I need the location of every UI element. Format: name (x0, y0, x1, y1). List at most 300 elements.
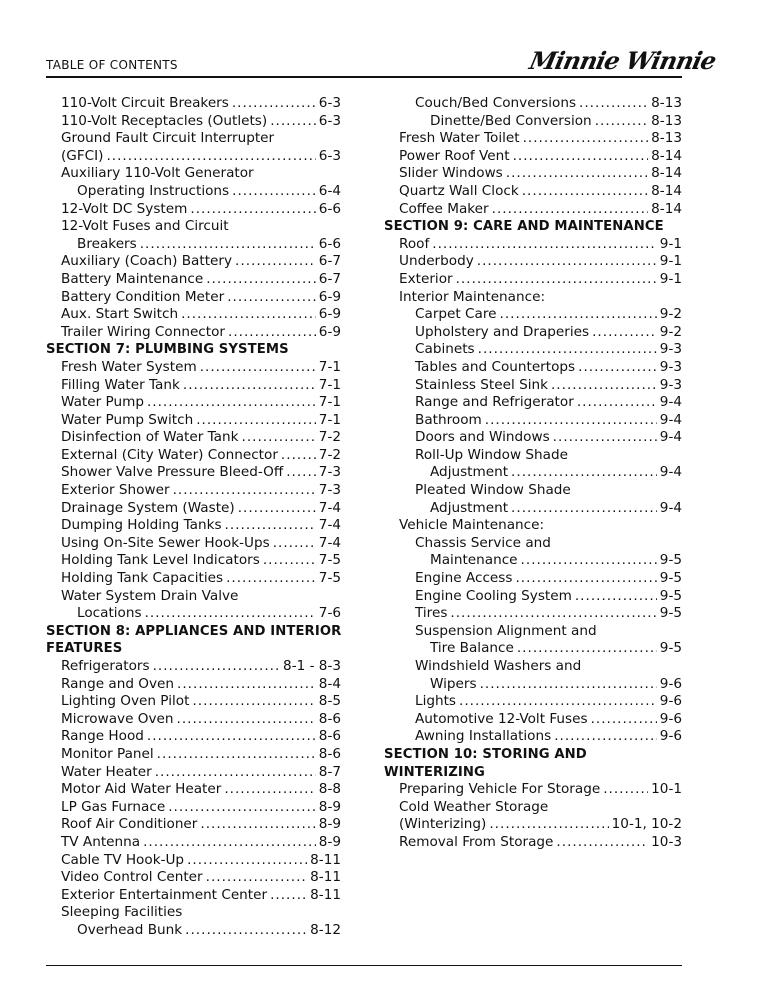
toc-entry-label-line (384, 623, 682, 641)
dot-leader (517, 640, 657, 658)
dot-leader (140, 236, 316, 254)
toc-entry (46, 693, 341, 711)
toc-entry (46, 799, 341, 817)
toc-entry-label: Bathroom (415, 411, 482, 428)
toc-page-number: 8-13 (651, 112, 682, 129)
toc-entry-label: Coffee Maker (399, 200, 489, 217)
toc-entry (46, 289, 341, 307)
toc-entry (46, 271, 341, 289)
dot-leader (551, 377, 657, 395)
toc-entry (46, 482, 341, 500)
dot-leader (592, 324, 657, 342)
toc-entry-label: Water System Drain Valve (61, 587, 239, 604)
toc-page-number: 8-5 (318, 693, 341, 710)
toc-entry-label: Pleated Window Shade (415, 482, 571, 499)
toc-page-number: 6-7 (318, 253, 341, 270)
toc-entry-label: Sleeping Facilities (61, 904, 183, 921)
toc-entry (46, 306, 341, 324)
toc-entry-label: 110-Volt Circuit Breakers (61, 95, 229, 111)
toc-entry (46, 201, 341, 219)
toc-page-number: 7-1 (318, 376, 341, 393)
toc-entry-label: Exterior Shower (61, 482, 170, 499)
toc-page-number: 9-1 (659, 253, 682, 270)
toc-page-number: 9-6 (659, 675, 682, 692)
toc-page-number: 9-2 (659, 323, 682, 340)
toc-entry-label-line (46, 588, 341, 606)
dot-leader (206, 271, 316, 289)
dot-leader (200, 359, 316, 377)
toc-entry-label: TV Antenna (61, 833, 141, 850)
dot-leader (225, 517, 316, 535)
toc-entry-label: Wipers (430, 675, 477, 692)
toc-entry (46, 412, 341, 430)
toc-entry (46, 834, 341, 852)
toc-page-number: 7-2 (318, 446, 341, 463)
toc-entry-label: Power Roof Vent (399, 147, 510, 164)
toc-entry (384, 306, 682, 324)
toc-page-number: 8-9 (318, 816, 341, 833)
toc-entry-label: Interior Maintenance: (399, 288, 546, 305)
toc-page-number: 9-3 (659, 358, 682, 375)
toc-entry-label: Breakers (77, 235, 137, 252)
toc-entry-label: Lights (415, 693, 457, 710)
toc-entry-label-line (384, 289, 682, 307)
dot-leader (577, 394, 657, 412)
toc-section-heading (384, 218, 682, 236)
dot-leader (579, 95, 648, 113)
toc-entry-label: Couch/Bed Conversions (415, 95, 577, 111)
toc-page-number: 7-6 (318, 605, 341, 622)
dot-leader (187, 852, 307, 870)
toc-entry-label: Drainage System (Waste) (61, 499, 235, 516)
toc-entry-label: Fresh Water System (61, 358, 197, 375)
dot-leader (153, 658, 280, 676)
toc-page-number: 9-1 (659, 270, 682, 287)
toc-page-number: 6-7 (318, 270, 341, 287)
toc-page-number: 8-9 (318, 798, 341, 815)
toc-entry (384, 95, 682, 113)
toc-entry-label: Range and Oven (61, 675, 175, 692)
toc-entry (46, 464, 341, 482)
dot-leader (177, 676, 316, 694)
toc-entry (384, 693, 682, 711)
toc-page-number: 8-11 (310, 851, 341, 868)
toc-entry (384, 429, 682, 447)
dot-leader (270, 887, 307, 905)
toc-page-number: 7-5 (318, 552, 341, 569)
toc-entry-label: Operating Instructions (77, 182, 230, 199)
toc-page-number: 6-6 (318, 235, 341, 252)
toc-entry-label: Holding Tank Level Indicators (61, 552, 260, 569)
toc-page-number: 8-6 (318, 728, 341, 745)
toc-page-number: 6-6 (318, 200, 341, 217)
dot-leader (478, 341, 657, 359)
toc-page-number: 6-3 (318, 95, 341, 111)
toc-page-number: 6-3 (318, 112, 341, 129)
toc-page-number: 9-3 (659, 341, 682, 358)
toc-entry-label: Stainless Steel Sink (415, 376, 548, 393)
toc-entry-label: Tire Balance (430, 640, 514, 657)
toc-section-heading (46, 341, 341, 359)
toc-page-number: 6-3 (318, 147, 341, 164)
dot-leader (196, 412, 316, 430)
toc-entry-label: Shower Valve Pressure Bleed-Off (61, 464, 284, 481)
dot-leader (270, 113, 316, 131)
toc-entry (384, 394, 682, 412)
toc-entry (384, 341, 682, 359)
dot-leader (181, 306, 316, 324)
toc-entry-label: Battery Condition Meter (61, 288, 225, 305)
toc-entry (46, 148, 341, 166)
toc-entry-label: Suspension Alignment and (415, 622, 597, 639)
toc-page-number: 7-4 (318, 534, 341, 551)
toc-entry-label-line (384, 447, 682, 465)
toc-entry (384, 412, 682, 430)
toc-entry-label: Preparing Vehicle For Storage (399, 781, 601, 798)
footer-rule (46, 965, 682, 966)
toc-entry-label: Filling Water Tank (61, 376, 180, 393)
dot-leader (238, 500, 316, 518)
dot-leader (575, 588, 657, 606)
toc-section-heading (384, 746, 682, 764)
toc-entry-label: Refrigerators (61, 658, 150, 674)
page-header-title: TABLE OF CONTENTS (46, 58, 178, 72)
toc-page-number: 8-11 (310, 869, 341, 886)
toc-page-number: 7-2 (318, 429, 341, 446)
toc-entry-label-line (46, 130, 341, 148)
toc-page-number: 6-9 (318, 288, 341, 305)
toc-entry (46, 764, 341, 782)
toc-entry-label: Aux. Start Switch (61, 306, 179, 323)
dot-leader (492, 201, 649, 219)
toc-entry-label: Cold Weather Storage (399, 798, 549, 815)
dot-leader (192, 693, 315, 711)
toc-page-number: 9-5 (659, 552, 682, 569)
dot-leader (226, 570, 316, 588)
toc-entry-label-line (384, 535, 682, 553)
toc-column-left (46, 95, 341, 940)
toc-page-number: 9-5 (659, 605, 682, 622)
toc-entry-label: LP Gas Furnace (61, 798, 166, 815)
toc-entry-label: Auxiliary (Coach) Battery (61, 253, 233, 270)
toc-entry-label: SECTION 9: CARE AND MAINTENANCE (384, 219, 664, 235)
toc-entry-label-line (384, 658, 682, 676)
toc-entry-label: WINTERIZING (384, 764, 485, 780)
toc-entry-label: FEATURES (46, 641, 123, 657)
toc-page-number: 9-6 (659, 728, 682, 745)
toc-entry (46, 429, 341, 447)
toc-entry (384, 588, 682, 606)
toc-entry-label-line (384, 517, 682, 535)
brand-logo: Minnie Winnie (526, 46, 719, 75)
toc-entry-label: Monitor Panel (61, 745, 154, 762)
toc-entry (46, 253, 341, 271)
toc-entry-label: Dinette/Bed Conversion (430, 112, 592, 129)
toc-entry-label: Chassis Service and (415, 534, 551, 551)
toc-page-number: 7-1 (318, 411, 341, 428)
toc-entry (46, 658, 341, 676)
dot-leader (235, 253, 316, 271)
toc-page-number: 7-1 (318, 394, 341, 411)
toc-entry (46, 394, 341, 412)
toc-page-number: 8-13 (651, 95, 682, 111)
toc-entry-label: Microwave Oven (61, 710, 174, 727)
toc-page-number: 9-5 (659, 570, 682, 587)
toc-entry-label: Holding Tank Capacities (61, 570, 224, 587)
toc-entry-label: Cabinets (415, 341, 475, 358)
toc-entry (46, 676, 341, 694)
dot-leader (224, 781, 315, 799)
toc-entry (46, 183, 341, 201)
toc-page-number: 9-4 (659, 394, 682, 411)
toc-entry (384, 834, 682, 852)
toc-entry-label: Video Control Center (61, 869, 203, 886)
toc-page-number: 9-5 (659, 587, 682, 604)
toc-section-heading (46, 640, 341, 658)
toc-section-heading (384, 764, 682, 782)
toc-entry-label: 110-Volt Receptacles (Outlets) (61, 112, 268, 129)
toc-entry-label: Doors and Windows (415, 429, 550, 446)
dot-leader (480, 676, 657, 694)
toc-entry-label: Adjustment (430, 464, 509, 481)
toc-page-number: 9-2 (659, 306, 682, 323)
dot-leader (143, 834, 316, 852)
toc-entry (46, 816, 341, 834)
toc-entry (46, 500, 341, 518)
toc-entry-label: (Winterizing) (399, 816, 487, 833)
toc-entry (384, 359, 682, 377)
toc-entry (46, 746, 341, 764)
toc-entry-label: Range and Refrigerator (415, 394, 574, 411)
toc-page-number: 8-11 (310, 886, 341, 903)
toc-page-number: 8-9 (318, 833, 341, 850)
toc-entry-label: Engine Cooling System (415, 587, 572, 604)
toc-entry-label: Vehicle Maintenance: (399, 517, 545, 534)
dot-leader (145, 605, 316, 623)
dot-leader (578, 359, 657, 377)
toc-page-number: 8-14 (651, 200, 682, 217)
dot-leader (489, 816, 608, 834)
toc-page-number: 8-13 (651, 130, 682, 147)
dot-leader (477, 253, 657, 271)
dot-leader (523, 130, 649, 148)
toc-entry-label: 12-Volt DC System (61, 200, 188, 217)
toc-entry (46, 552, 341, 570)
toc-entry-label: Using On-Site Sewer Hook-Ups (61, 534, 270, 551)
toc-page-number: 9-3 (659, 376, 682, 393)
toc-entry-label: Range Hood (61, 728, 144, 745)
dot-leader (263, 552, 316, 570)
toc-section-heading (46, 623, 341, 641)
toc-entry-label: Tires (415, 605, 448, 622)
toc-entry (384, 711, 682, 729)
toc-entry (46, 447, 341, 465)
toc-entry-label: Disinfection of Water Tank (61, 429, 239, 446)
toc-page-number: 7-4 (318, 517, 341, 534)
toc-page-number: 9-5 (659, 640, 682, 657)
toc-entry (46, 570, 341, 588)
toc-page-number: 6-9 (318, 323, 341, 340)
toc-entry-label: Motor Aid Water Heater (61, 781, 222, 798)
toc-entry-label: Cable TV Hook-Up (61, 851, 185, 868)
toc-entry-label: Trailer Wiring Connector (61, 323, 226, 340)
toc-entry-label: 12-Volt Fuses and Circuit (61, 218, 229, 235)
dot-leader (500, 306, 657, 324)
toc-entry (46, 711, 341, 729)
toc-entry-label: (GFCI) (61, 147, 104, 164)
toc-page-number: 8-14 (651, 147, 682, 164)
toc-entry-label: SECTION 7: PLUMBING SYSTEMS (46, 342, 289, 358)
toc-entry (384, 728, 682, 746)
dot-leader (227, 289, 316, 307)
toc-entry-label: Exterior Entertainment Center (61, 886, 268, 903)
toc-entry (384, 271, 682, 289)
toc-entry (384, 464, 682, 482)
toc-entry-label: Tables and Countertops (415, 358, 576, 375)
toc-entry-label: Awning Installations (415, 728, 552, 745)
dot-leader (522, 183, 648, 201)
dot-leader (591, 711, 657, 729)
toc-entry-label: Roof (399, 235, 430, 252)
toc-entry-label-line (46, 165, 341, 183)
toc-column-right (384, 95, 682, 852)
toc-entry-label: Ground Fault Circuit Interrupter (61, 130, 275, 147)
toc-entry-label: Fresh Water Toilet (399, 130, 520, 147)
toc-entry-label: Roof Air Conditioner (61, 816, 198, 833)
toc-page-number: 7-3 (318, 482, 341, 499)
dot-leader (232, 95, 316, 113)
toc-entry-label: Roll-Up Window Shade (415, 446, 568, 463)
toc-page-number: 8-7 (318, 763, 341, 780)
toc-entry (46, 236, 341, 254)
toc-entry (46, 535, 341, 553)
toc-entry (384, 816, 682, 834)
dot-leader (432, 236, 657, 254)
toc-entry-label: Dumping Holding Tanks (61, 517, 222, 534)
toc-entry-label: Slider Windows (399, 165, 503, 182)
toc-page-number: 9-1 (659, 235, 682, 252)
toc-entry-label: Upholstery and Draperies (415, 323, 590, 340)
toc-page-number: 9-4 (659, 411, 682, 428)
toc-page-number: 10-1 (651, 781, 682, 798)
toc-entry (384, 130, 682, 148)
toc-page-number: 8-14 (651, 165, 682, 182)
toc-entry-label: Water Pump (61, 394, 144, 411)
toc-entry (46, 377, 341, 395)
dot-leader (459, 693, 657, 711)
toc-entry-label-line (46, 904, 341, 922)
toc-entry-label: Exterior (399, 270, 453, 287)
dot-leader (183, 377, 316, 395)
toc-entry (384, 183, 682, 201)
dot-leader (513, 148, 649, 166)
dot-leader (515, 570, 656, 588)
toc-entry-label: Water Heater (61, 763, 152, 780)
toc-page-number: 6-9 (318, 306, 341, 323)
toc-entry (384, 676, 682, 694)
toc-page-number: 7-5 (318, 570, 341, 587)
toc-page-number: 9-6 (659, 710, 682, 727)
toc-entry-label: External (City Water) Connector (61, 446, 278, 463)
toc-entry (46, 95, 341, 113)
toc-entry-label: Engine Access (415, 570, 513, 587)
toc-entry-label: Automotive 12-Volt Fuses (415, 710, 588, 727)
toc-page-number: 8-1 - 8-3 (283, 658, 341, 674)
toc-entry-label: Maintenance (430, 552, 518, 569)
toc-entry-label: Locations (77, 605, 142, 622)
dot-leader (242, 429, 316, 447)
toc-entry-label: Underbody (399, 253, 474, 270)
dot-leader (190, 201, 315, 219)
dot-leader (556, 834, 648, 852)
toc-entry-label: Windshield Washers and (415, 658, 582, 674)
dot-leader (603, 781, 648, 799)
dot-leader (228, 324, 316, 342)
toc-page-number: 9-6 (659, 693, 682, 710)
toc-entry-label: Removal From Storage (399, 833, 554, 850)
dot-leader (273, 535, 316, 553)
toc-page-number: 8-6 (318, 710, 341, 727)
toc-entry-label-line (384, 799, 682, 817)
toc-page-number: 8-14 (651, 182, 682, 199)
dot-leader (553, 429, 657, 447)
toc-entry (46, 869, 341, 887)
toc-entry (46, 728, 341, 746)
dot-leader (157, 746, 316, 764)
toc-entry-label-line (46, 218, 341, 236)
toc-entry (46, 605, 341, 623)
toc-entry (384, 500, 682, 518)
toc-entry (384, 148, 682, 166)
toc-entry-label: Auxiliary 110-Volt Generator (61, 165, 254, 182)
toc-entry (46, 359, 341, 377)
dot-leader (554, 728, 657, 746)
dot-leader (506, 165, 648, 183)
dot-leader (177, 711, 316, 729)
toc-entry (384, 253, 682, 271)
toc-entry (46, 852, 341, 870)
toc-entry (384, 324, 682, 342)
dot-leader (595, 113, 648, 131)
dot-leader (147, 728, 316, 746)
dot-leader (281, 447, 316, 465)
dot-leader (286, 464, 316, 482)
toc-page-number: 8-8 (318, 781, 341, 798)
dot-leader (521, 552, 657, 570)
dot-leader (147, 394, 316, 412)
toc-entry-label: Lighting Oven Pilot (61, 693, 190, 710)
toc-page-number: 6-4 (318, 182, 341, 199)
toc-entry (384, 113, 682, 131)
toc-entry-label: Overhead Bunk (77, 921, 183, 938)
toc-entry (46, 113, 341, 131)
toc-entry-label: SECTION 10: STORING AND (384, 746, 587, 762)
dot-leader (200, 816, 315, 834)
toc-entry-label: Battery Maintenance (61, 270, 204, 287)
dot-leader (168, 799, 316, 817)
toc-page-number: 7-3 (318, 464, 341, 481)
dot-leader (155, 764, 316, 782)
toc-entry-label: Quartz Wall Clock (399, 182, 519, 199)
dot-leader (511, 464, 657, 482)
toc-entry (384, 201, 682, 219)
dot-leader (450, 605, 656, 623)
dot-leader (106, 148, 315, 166)
toc-entry (46, 781, 341, 799)
toc-entry (384, 377, 682, 395)
toc-entry (384, 552, 682, 570)
toc-entry-label: Carpet Care (415, 306, 497, 323)
